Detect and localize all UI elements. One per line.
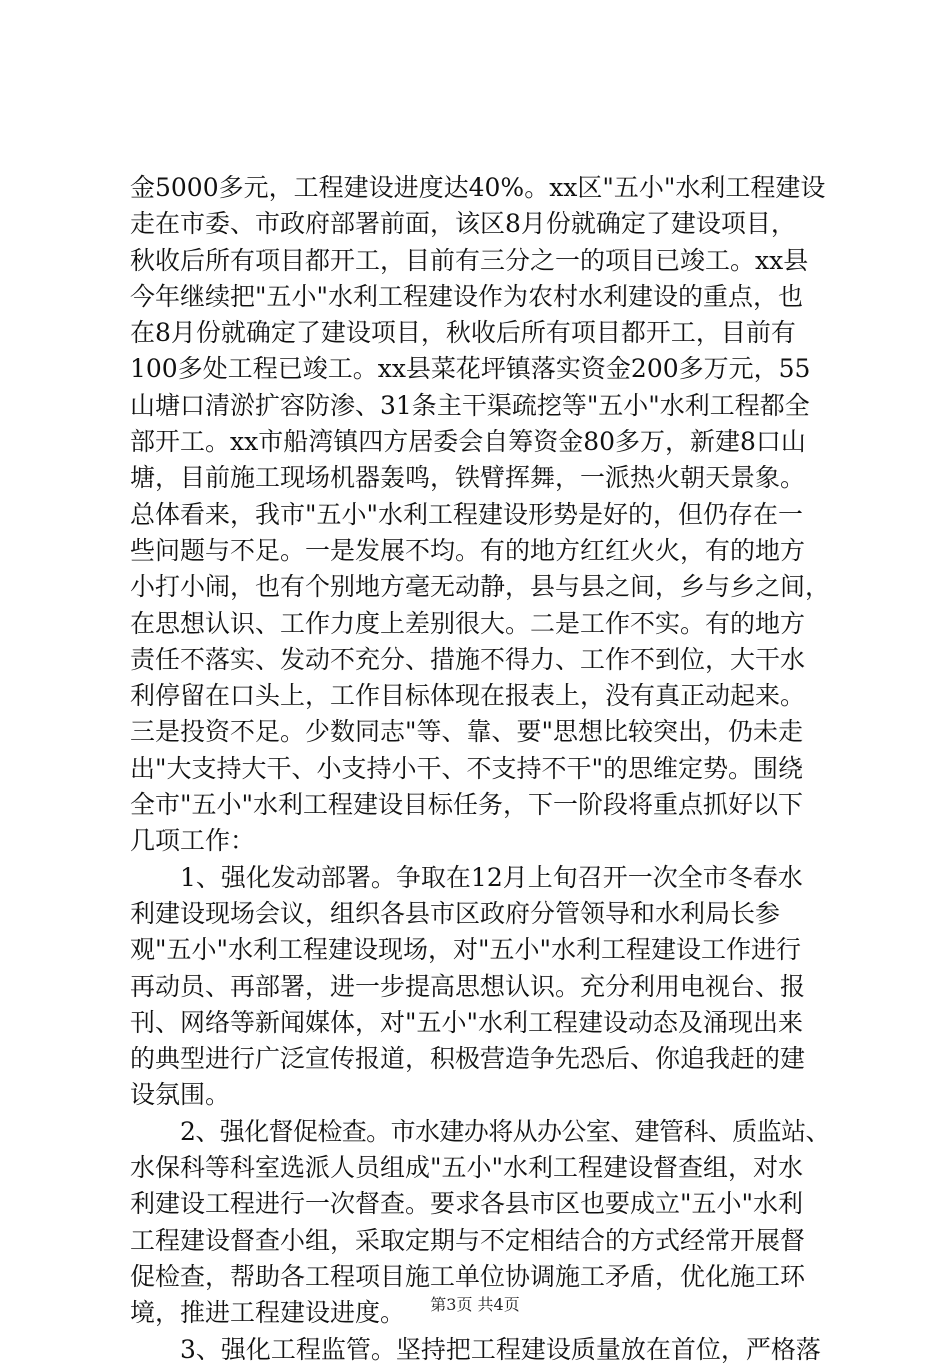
text-line: 出"大支持大干、小支持小干、不支持不干"的思维定势。围绕 [130, 753, 804, 783]
text-line: 1、强化发动部署。争取在12月上旬召开一次全市冬春水 [180, 862, 803, 892]
text-line: 的典型进行广泛宣传报道，积极营造争先恐后、你追我赶的建 [130, 1044, 806, 1074]
text-line: 境，推进工程建设进度。 [130, 1298, 406, 1328]
text-line: 山塘口清淤扩容防渗、31条主干渠疏挖等"五小"水利工程都全 [130, 390, 810, 420]
text-line: 利建设现场会议，组织各县市区政府分管领导和水利局长参 [130, 898, 781, 928]
text-line: 刊、网络等新闻媒体，对"五小"水利工程建设动态及涌现出来 [130, 1007, 804, 1037]
text-line: 塘，目前施工现场机器轰鸣，铁臂挥舞，一派热火朝天景象。 [130, 463, 806, 493]
text-line: 促检查，帮助各工程项目施工单位协调施工矛盾，优化施工环 [130, 1261, 806, 1291]
text-line: 观"五小"水利工程建设现场，对"五小"水利工程建设工作进行 [130, 935, 801, 965]
text-line: 全市"五小"水利工程建设目标任务，下一阶段将重点抓好以下 [130, 790, 804, 820]
text-line: 工程建设督查小组，采取定期与不定相结合的方式经常开展督 [130, 1225, 806, 1255]
text-line: 3、强化工程监管。坚持把工程建设质量放在首位，严格落 [180, 1334, 821, 1364]
document-body [130, 170, 830, 1368]
page-footer: 第3页 共4页 [430, 1295, 520, 1314]
text-line: 部开工。xx市船湾镇四方居委会自筹资金80多万，新建8口山 [130, 427, 806, 457]
text-line: 些问题与不足。一是发展不均。有的地方红红火火，有的地方 [130, 535, 806, 565]
text-line: 在8月份就确定了建设项目，秋收后所有项目都开工，目前有 [130, 318, 796, 348]
text-line: 利建设工程进行一次督查。要求各县市区也要成立"五小"水利 [130, 1189, 804, 1219]
text-line: 利停留在口头上，工作目标体现在报表上，没有真正动起来。 [130, 681, 806, 711]
text-line: 在思想认识、工作力度上差别很大。二是工作不实。有的地方 [130, 608, 806, 638]
text-line: 秋收后所有项目都开工，目前有三分之一的项目已竣工。xx县 [130, 245, 809, 275]
text-line: 小打小闹，也有个别地方毫无动静，县与县之间，乡与乡之间， [130, 572, 830, 602]
text-line: 三是投资不足。少数同志"等、靠、要"思想比较突出，仍未走 [130, 717, 804, 747]
text-line: 几项工作： [130, 826, 256, 856]
text-line: 金5000多元，工程建设进度达40%。xx区"五小"水利工程建设 [130, 173, 826, 202]
text-line: 2、强化督促检查。市水建办将从办公室、建管科、质监站、 [180, 1116, 830, 1146]
text-line: 设氛围。 [130, 1080, 231, 1110]
text-line: 总体看来，我市"五小"水利工程建设形势是好的，但仍存在一 [130, 499, 804, 529]
text-line: 再动员、再部署，进一步提高思想认识。充分利用电视台、报 [130, 971, 806, 1001]
text-line: 责任不落实、发动不充分、措施不得力、工作不到位，大干水 [130, 644, 806, 674]
text-line: 今年继续把"五小"水利工程建设作为农村水利建设的重点，也 [130, 281, 804, 311]
text-line: 水保科等科室选派人员组成"五小"水利工程建设督查组，对水 [130, 1153, 804, 1183]
text-line: 走在市委、市政府部署前面，该区8月份就确定了建设项目， [130, 209, 796, 239]
text-line: 100多处工程已竣工。xx县菜花坪镇落实资金200多万元，55 [130, 354, 811, 384]
